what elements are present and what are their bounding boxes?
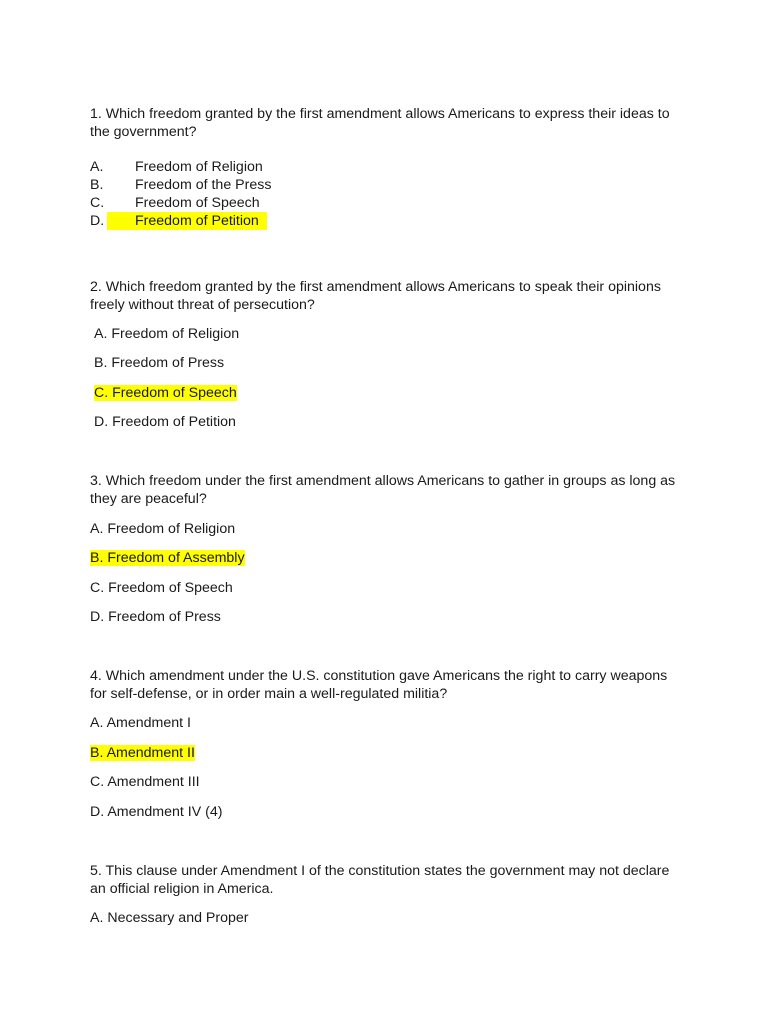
question-4-text: 4. Which amendment under the U.S. constitution gave Americans the right to carry weapons for self-defense, or in order main a well-regulated militia? <box>90 668 668 702</box>
question-2-option-a: A. Freedom of Religion <box>94 326 240 342</box>
question-2-option-d: D. Freedom of Petition <box>94 414 236 430</box>
question-4-option-a: A. Amendment I <box>90 715 191 731</box>
option-letter: C. <box>90 195 105 211</box>
question-2-option-b: B. Freedom of Press <box>94 355 225 371</box>
option-letter: D. <box>90 213 105 229</box>
question-3-option-b-highlighted: B. Freedom of Assembly <box>90 550 245 566</box>
question-1-option-c <box>90 194 270 212</box>
question-3-option-c: C. Freedom of Speech <box>90 580 233 596</box>
question-3-option-b-wrapper <box>90 549 245 567</box>
question-1-option-b <box>90 176 270 194</box>
question-4-option-b-wrapper <box>90 744 195 762</box>
option-text: Freedom of the Press <box>135 177 272 193</box>
question-4-option-b-highlighted: B. Amendment II <box>90 745 195 761</box>
question-4-option-c: C. Amendment III <box>90 774 200 790</box>
question-2-option-c-wrapper <box>94 384 237 402</box>
question-2-option-c-highlighted: C. Freedom of Speech <box>94 385 237 401</box>
question-3-text: 3. Which freedom under the first amendment allows Americans to gather in groups as long as they are peaceful? <box>90 473 676 507</box>
question-1-option-d-highlighted <box>90 212 267 230</box>
question-1-text: 1. Which freedom granted by the first amendment allows Americans to express their ideas to the government? <box>90 106 670 140</box>
question-1-option-a <box>90 158 270 176</box>
option-text: Freedom of Speech <box>135 195 260 211</box>
question-2-text: 2. Which freedom granted by the first amendment allows Americans to speak their opinions freely without threat of persecution? <box>90 279 661 313</box>
option-letter: B. <box>90 177 104 193</box>
option-text: Freedom of Religion <box>135 159 263 175</box>
question-5-option-a: A. Necessary and Proper <box>90 910 249 926</box>
option-text: Freedom of Petition <box>135 213 259 229</box>
question-4-option-d: D. Amendment IV (4) <box>90 804 223 820</box>
question-5-text: 5. This clause under Amendment I of the constitution states the government may not declare an official religion in America. <box>90 863 670 897</box>
question-3-option-d: D. Freedom of Press <box>90 609 221 625</box>
question-3-option-a: A. Freedom of Religion <box>90 521 236 537</box>
option-letter: A. <box>90 159 104 175</box>
